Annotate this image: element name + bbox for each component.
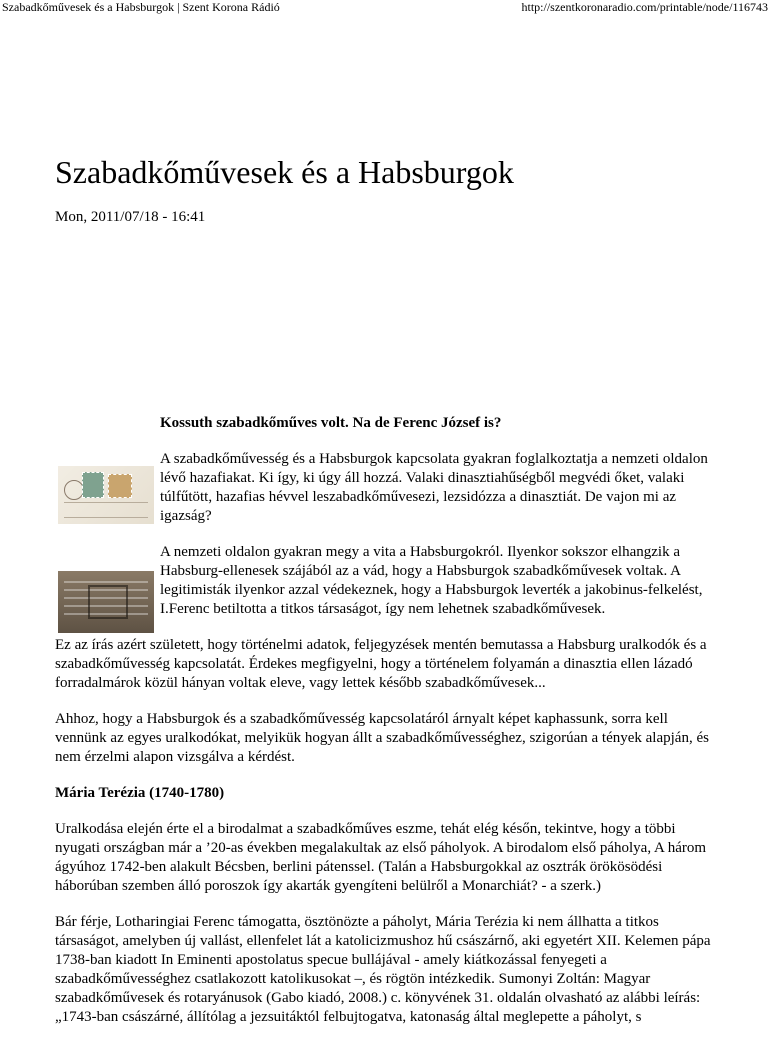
lead-heading: Kossuth szabadkőműves volt. Na de Ferenc József is? bbox=[160, 414, 715, 433]
section-heading: Mária Terézia (1740-1780) bbox=[55, 784, 715, 803]
lead-block bbox=[55, 414, 715, 619]
body-paragraph: A nemzeti oldalon gyakran megy a vita a Habsburgokról. Ilyenkor sokszor elhangzik a Habsburg-ellenesek szájából az a vád, hogy a Habsburgok szabadkőművesek voltak. A legitimisták ilyenkor azzal védekeznek, hogy a Habsburgok leverték a jakobinus-felkelést, I.Ferenc betiltotta a titkos társaságot, így nem lehetnek szabadkőművesek. bbox=[160, 543, 715, 619]
print-page-title: Szabadkőművesek és a Habsburgok | Szent Korona Rádió bbox=[2, 0, 280, 14]
print-header bbox=[0, 0, 768, 16]
article-date: Mon, 2011/07/18 - 16:41 bbox=[55, 208, 205, 226]
body-paragraph: Ez az írás azért született, hogy történelmi adatok, feljegyzések mentén bemutassa a Habsburg uralkodók és a szabadkőművesség kapcsolatát. Érdekes megfigyelni, hogy a történelem folyamán a dinasztia ellen lázadó forradalmárok közül hányan voltak eleve, vagy lettek később szabadkőművesek... bbox=[55, 636, 715, 693]
article-title: Szabadkőművesek és a Habsburgok bbox=[55, 153, 514, 191]
body-paragraph: Ahhoz, hogy a Habsburgok és a szabadkőművesség kapcsolatáról árnyalt képet kaphassunk, sorra kell vennünk az egyes uralkodókat, melyikük hogyan állt a szabadkőművességhez, szigorúan a tények alapján, és nem érzelmi alapon vizsgálva a kérdést. bbox=[55, 710, 715, 767]
body-paragraph: Uralkodása elején érte el a birodalmat a szabadkőműves eszme, tehát elég későn, tekintve, hogy a többi nyugati országban már a ’20-as években megalakultak az első páholyok. A birodalom első páholya, A három ágyúhoz 1742-ben alakult Bécsben, berlini pátenssel. (Talán a Habsburgokkal az osztrák örökösödési háborúban szemben álló poroszok így akarták gyengíteni belülről a Monarchiát? - a szerk.) bbox=[55, 820, 715, 896]
article-body bbox=[55, 414, 715, 1044]
body-paragraph: Bár férje, Lotharingiai Ferenc támogatta, ösztönözte a páholyt, Mária Terézia ki nem állhatta a titkos társaságot, amelyben új vallást, ellenfelet lát a katolicizmushoz hű császárnő, aki egyetért XII. Kelemen pápa 1738-ban kiadott In Eminenti apostolatus specue bullájával - amely kiátkozással fenyegeti a szabadkőművességhez csatlakozott katolikusokat –, és rögtön intézkedik. Sumonyi Zoltán: Magyar szabadkőművesek és rotaryánusok (Gabo kiadó, 2008.) c. könyvének 31. oldalán olvasható az alábbi leírás: „1743-ban császárné, állítólag a jezsuitáktól felbujtogatva, katonaság által meglepette a páholyt, s bbox=[55, 913, 715, 1027]
body-paragraph: A szabadkőművesség és a Habsburgok kapcsolata gyakran foglalkoztatja a nemzeti oldalon lévő hazafiakat. Ki így, ki úgy áll hozzá. Valaki dinasztiahűségből megvédi őket, valaki túlfűtött, hazafias hévvel leszabadkőművesezi, lezsidózza a dinasztiát. De vajon mi az igazság? bbox=[160, 450, 715, 526]
print-page-url: http://szentkoronaradio.com/printable/node/116743 bbox=[522, 0, 768, 14]
